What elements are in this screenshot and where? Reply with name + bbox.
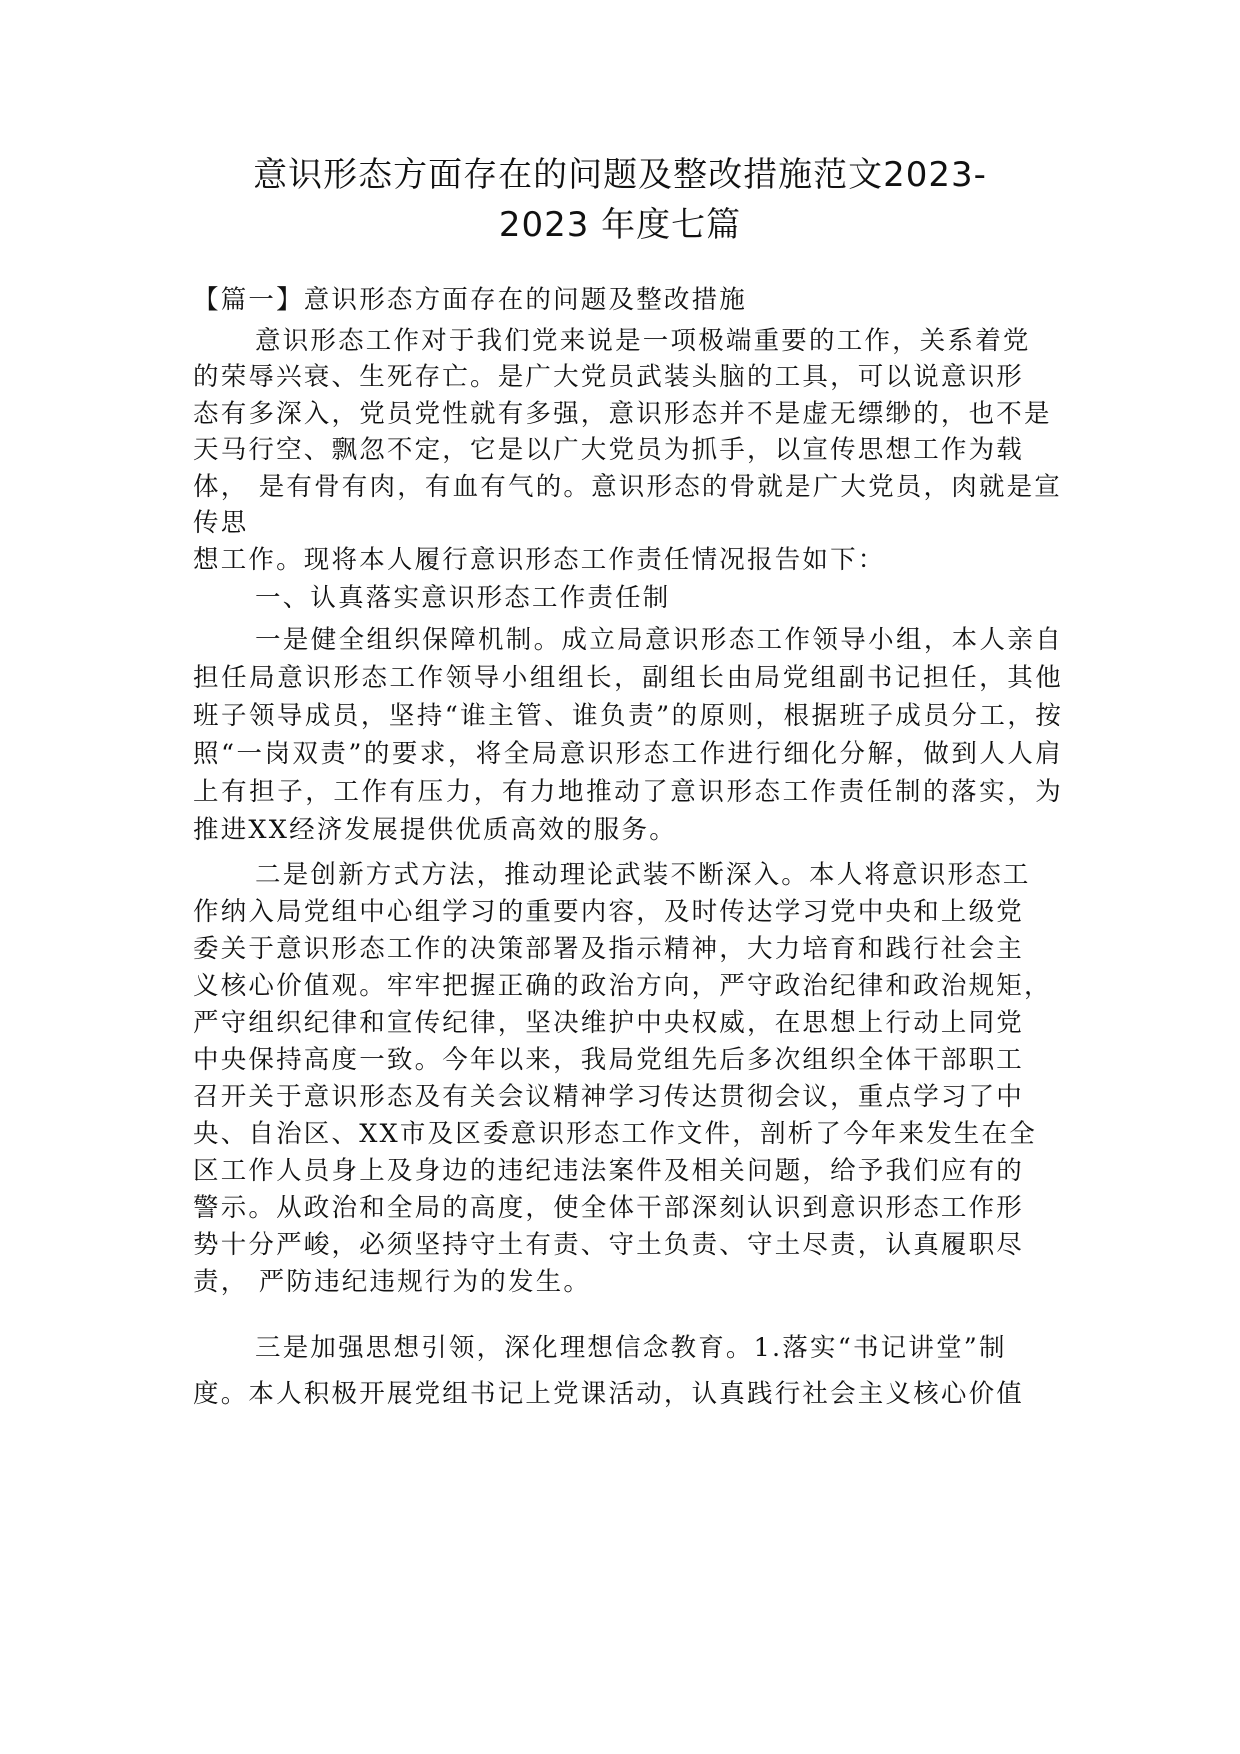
text-line: 义核心价值观。牢牢把握正确的政治方向，严守政治纪律和政治规矩， — [193, 970, 1052, 1001]
text-line: 意识形态工作对于我们党来说是一项极端重要的工作，关系着党 — [255, 325, 1031, 356]
text-line: 严守组织纪律和宣传纪律，坚决维护中央权威，在思想上行动上同党 — [193, 1007, 1025, 1038]
text-line: 三是加强思想引领，深化理想信念教育。1.落实“书记讲堂”制 — [255, 1332, 1007, 1363]
text-line: 二是创新方式方法，推动理论武装不断深入。本人将意识形态工 — [255, 859, 1031, 890]
title-line-2: 2023 年度七篇 — [498, 205, 742, 245]
text-line: 势十分严峻，必须坚持守土有责、守土负责、守土尽责，认真履职尽 — [193, 1229, 1025, 1260]
text-line: 中央保持高度一致。今年以来，我局党组先后多次组织全体干部职工 — [193, 1044, 1025, 1075]
text-line: 想工作。现将本人履行意识形态工作责任情况报告如下： — [193, 544, 886, 575]
text-line: 召开关于意识形态及有关会议精神学习传达贯彻会议，重点学习了中 — [193, 1081, 1025, 1112]
text-line: 的荣辱兴衰、生死存亡。是广大党员武装头脑的工具，可以说意识形 — [193, 362, 1025, 392]
text-line: 区工作人员身上及身边的违纪违法案件及相关问题，给予我们应有的 — [193, 1155, 1025, 1186]
paragraph — [193, 857, 1063, 1301]
text-line: 传思 — [193, 508, 249, 538]
text-line: 作纳入局党组中心组学习的重要内容，及时传达学习党中央和上级党 — [193, 896, 1025, 927]
subheading: 一、认真落实意识形态工作责任制 — [255, 583, 671, 613]
document-title — [190, 150, 1050, 250]
text-line: 央、自治区、XX市及区委意识形态工作文件，剖析了今年来发生在全 — [193, 1118, 1038, 1149]
paragraph — [193, 1325, 1063, 1417]
title-line-1: 意识形态方面存在的问题及整改措施范文2023- — [253, 155, 987, 195]
section-heading: 【篇一】意识形态方面存在的问题及整改措施 — [193, 285, 748, 315]
text-line: 责， 严防违纪违规行为的发生。 — [193, 1266, 592, 1297]
intro-paragraph — [193, 323, 1063, 579]
text-line: 体， 是有骨有肉，有血有气的。意识形态的骨就是广大党员，肉就是宣 — [193, 471, 1063, 502]
text-line: 度。本人积极开展党组书记上党课活动，认真践行社会主义核心价值 — [193, 1378, 1025, 1409]
text-line: 委关于意识形态工作的决策部署及指示精神，大力培育和践行社会主 — [193, 933, 1025, 964]
paragraph: 一是健全组织保障机制。成立局意识形态工作领导小组，本人亲自担任局意识形态工作领导小组组长，副组长由局党组副书记担任，其他班子领导成员，坚持“谁主管、谁负责”的原则，根据班子成员分工，按照“一岗双责”的要求，将全局意识形态工作进行细化分解，做到人人肩上有担子，工作有压力，有力地推动了意识形态工作责任制的落实，为推进XX经济发展提供优质高效的服务。 — [193, 624, 1063, 845]
text-line: 警示。从政治和全局的高度，使全体干部深刻认识到意识形态工作形 — [193, 1192, 1025, 1223]
text-line: 天马行空、飘忽不定，它是以广大党员为抓手，以宣传思想工作为载 — [193, 435, 1025, 465]
text-line: 态有多深入，党员党性就有多强，意识形态并不是虚无缥缈的，也不是 — [193, 398, 1052, 429]
document-body — [193, 282, 1063, 1417]
